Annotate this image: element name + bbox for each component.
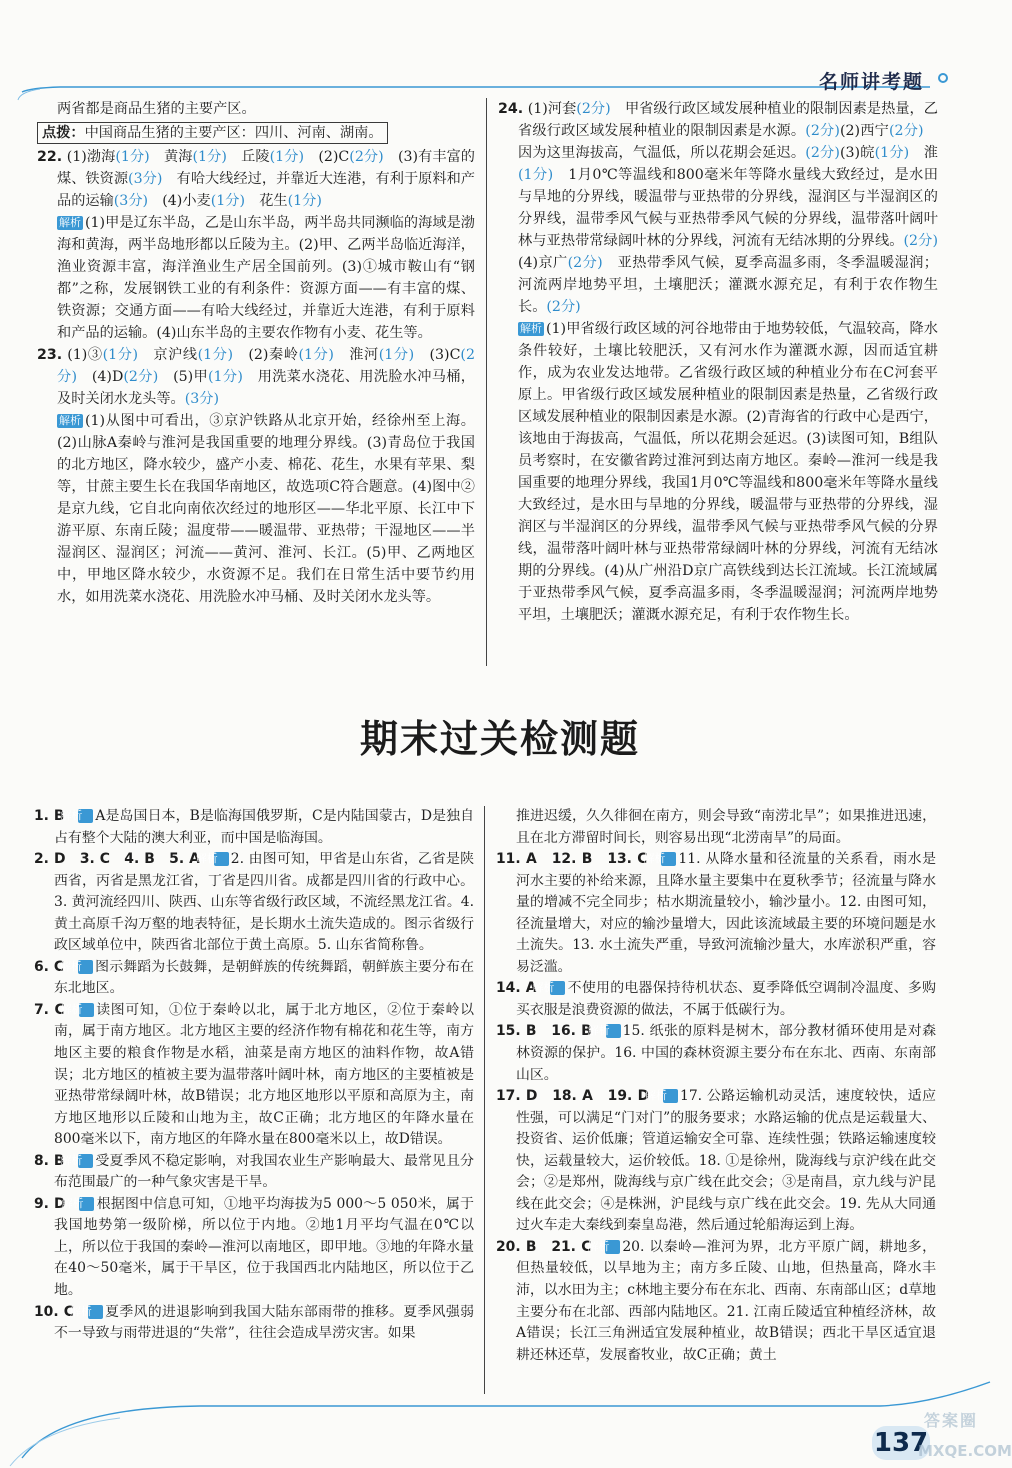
answer-text: (4)D	[77, 369, 124, 385]
page-number: 137	[873, 1428, 929, 1458]
score-points: (2分)	[576, 101, 611, 117]
answer-text: 黄海	[149, 149, 193, 165]
answer-text: 丘陵	[226, 149, 270, 165]
answer-text: (2)秦岭	[233, 347, 299, 363]
analysis-tag: 解析	[79, 1197, 94, 1211]
score-points: (3分)	[128, 171, 163, 187]
analysis-tag: 解析	[78, 960, 93, 974]
answer-text: (3)有丰富的煤、铁资源	[57, 149, 475, 187]
score-points: (1分)	[210, 193, 246, 209]
score-points: (2分)	[57, 347, 475, 385]
question-24-analysis	[498, 318, 938, 626]
question-number: 24.	[498, 101, 524, 117]
score-points: (2分)	[805, 123, 840, 139]
analysis-tag: 解析	[214, 852, 229, 866]
answer-key: 11. A 12. B 13. C	[496, 851, 648, 868]
answer-entry	[34, 1302, 474, 1345]
score-points: (1分)	[287, 193, 322, 209]
answer-key: 14. A	[496, 980, 537, 997]
answer-entry	[496, 1086, 936, 1237]
lower-column-divider	[484, 806, 485, 1394]
analysis-tag: 解析	[88, 1305, 103, 1319]
lower-right-column	[496, 806, 936, 1366]
analysis-tag: 解析	[59, 216, 81, 229]
answer-key: 20. B 21. C	[496, 1238, 592, 1255]
answer-text: (4)小麦	[148, 193, 211, 209]
question-22-analysis-text: (1)甲是辽东半岛，乙是山东半岛，两半岛共同濒临的海域是渤海和黄海，两半岛地形都以丘陵为主。(2)甲、乙两半岛临近海洋，渔业资源丰富，海洋渔业生产居全国前列。(3)①城市鞍山有“钢都”之称，发展钢铁工业的有利条件：资源方面——有丰富的煤、铁资源；交通方面——有哈大线经过，并靠近大连港，有利于原料和产品的运输。(4)山东半岛的主要农作物有小麦、花生等。	[57, 215, 475, 341]
score-points: (1分)	[378, 347, 415, 363]
answer-text: 京沪线	[138, 347, 198, 363]
answer-explanation: 11. 从降水量和径流量的关系看，雨水是河水主要的补给来源，且降水量主要集中在夏秋季节；径流量与降水量的增减不完全同步；枯水期流量较小，输沙量小。12. 由图可知，径流量增大，对应的输沙量增大，因此该流域最主要的环境问题是水土流失。13. 水土流失严重，导致河流输沙量大，水库淤积严重，容易泛滥。	[516, 851, 936, 975]
answer-text: 甲省级行政区域发展种植业的限制因素是热量，乙省级行政区域发展种植业的限制因素是水源。	[518, 101, 938, 139]
answer-entry	[34, 1194, 474, 1302]
answer-explanation: 2. 由图可知，甲省是山东省，乙省是陕西省，丙省是黑龙江省，丁省是四川省。成都是四川省的行政中心。3. 黄河流经四川、陕西、山东等省级行政区域，不流经黑龙江省。4. 黄土高原千沟万壑的地表特征，是长期水土流失造成的。图示省级行政区域单位中，陕西省北部位于黄土高原。5. 山东省简称鲁。	[54, 851, 474, 954]
tip-label: 点拨：	[42, 125, 85, 141]
analysis-tag: 解析	[520, 322, 542, 335]
analysis-tag: 解析	[606, 1024, 621, 1038]
upper-left-column	[37, 98, 475, 608]
answer-text: 亚热带季风气候，夏季高温多雨，冬季温暖湿润；河流两岸地势平坦，土壤肥沃；灌溉水源充足，有利于农作物生长。	[518, 255, 938, 315]
answer-text: 花生	[245, 193, 288, 209]
answer-key: 8. B	[34, 1152, 65, 1169]
answer-key: 10. C	[34, 1303, 74, 1320]
answer-explanation: 图示舞蹈为长鼓舞，是朝鲜族的传统舞蹈，朝鲜族主要分布在东北地区。	[54, 958, 474, 997]
question-24-analysis-text: (1)甲省级行政区域的河谷地带由于地势较低，气温较高，降水条件较好，土壤比较肥沃，又有河水作为灌溉水源，因而适宜耕作，成为农业发达地带。乙省级行政区域的种植业分布在C河套平原上。甲省级行政区域发展种植业的限制因素是热量，乙省级行政区域发展种植业的限制因素是水源。(2)青海省的行政中心是西宁，该地由于海拔高，气温低，所以花期会延迟。(3)读图可知，B组队员考察时，在安徽省跨过淮河到达南方地区。秦岭—淮河一线是我国重要的地理分界线，我国1月0℃等温线和800毫米年等降水量线大致经过，是水田与旱地的分界线，暖温带与亚热带的分界线，湿润区与半湿润区的分界线，温带季风气候与亚热带季风气候的分界线，温带落叶阔叶林与亚热带常绿阔叶林的分界线，河流有无结冰期的分界线。(4)从广州沿D京广高铁线到达长江流域。长江流域属于亚热带季风气候，夏季高温多雨，冬季温暖湿润；河流两岸地势平坦，土壤肥沃；灌溉水源充足，有利于农作物生长。	[518, 321, 938, 623]
analysis-tag: 解析	[59, 414, 81, 427]
answer-text: 用洗菜水浇花、用洗脸水冲马桶，及时关闭水龙头等。	[57, 369, 475, 407]
answer-text: 因为这里海拔高，气温低，所以花期会延迟。	[518, 123, 938, 161]
score-points: (3分)	[184, 391, 219, 407]
tip-text: 中国商品生猪的主要产区：四川、河南、湖南。	[84, 125, 383, 141]
score-points: (1分)	[102, 347, 139, 363]
score-points: (1分)	[269, 149, 305, 165]
question-number: 22.	[37, 149, 63, 165]
score-points: (2分)	[349, 149, 384, 165]
answer-key: 7. C	[34, 1001, 65, 1018]
answer-explanation: 15. 纸张的原料是树木，部分教材循环使用是对森林资源的保护。16. 中国的森林资源主要分布在东北、西南、东南部山区。	[516, 1023, 937, 1083]
upper-column-divider	[486, 98, 487, 666]
answer-key: 9. D	[34, 1195, 66, 1212]
answer-entry	[34, 1000, 474, 1151]
analysis-tag: 解析	[79, 1003, 94, 1017]
answer-text: (5)甲	[158, 369, 208, 385]
score-points: (1分)	[874, 145, 910, 161]
answer-text: (1)渤海	[62, 149, 116, 165]
answer-entry	[496, 978, 936, 1021]
answer-explanation: 根据图中信息可知，①地平均海拔为5 000～5 050米，属于我国地势第一级阶梯，所以位于内地。②地1月平均气温在0℃以上，所以位于我国的秦岭—淮河以南地区，即甲地。③地的年降水量在40～50毫米，属于干旱区，位于我国西北内陆地区，所以位于乙地。	[54, 1195, 474, 1299]
answer-text: (3)C	[414, 347, 461, 363]
score-points: (1分)	[208, 369, 243, 385]
answer-entry	[496, 1237, 936, 1366]
score-points: (1分)	[192, 149, 227, 165]
question-22-answer	[37, 146, 475, 212]
upper-right-column	[498, 98, 938, 626]
answer-text: (2)C	[304, 149, 350, 165]
question-23-answer	[37, 344, 475, 410]
answer-explanation: 不使用的电器保持待机状态、夏季降低空调制冷温度、多购买衣服是浪费资源的做法，不属于低碳行为。	[516, 980, 936, 1018]
score-points: (2分)	[567, 255, 603, 271]
answer-explanation: 推进迟缓，久久徘徊在南方，则会导致“南涝北旱”；如果推进迅速，且在北方滞留时间长，则容易出现“北涝南旱”的局面。	[516, 808, 936, 846]
question-23-analysis	[37, 410, 475, 608]
score-points: (1分)	[298, 347, 334, 363]
lower-left-column	[34, 806, 474, 1345]
question-22-analysis	[37, 212, 475, 344]
answer-key: 6. C	[34, 958, 65, 975]
watermark-url: MXQE.COM	[918, 1442, 1012, 1460]
answer-entry	[34, 1151, 474, 1194]
score-points: (1分)	[115, 149, 150, 165]
answer-text: 1月0℃等温线和800毫米年等降水量线大致经过，是水田与旱地的分界线，暖温带与亚热带的分界线，湿润区与半湿润区的分界线，温带季风气候与亚热带季风气候的分界线，温带落叶阔叶林与亚热带常绿阔叶林的分界线，河流有无结冰期的分界线。	[518, 167, 938, 249]
answer-explanation: A是岛国日本，B是临海国俄罗斯，C是内陆国蒙古，D是独自占有整个大陆的澳大利亚，而中国是临海国。	[54, 808, 474, 846]
answer-entry	[496, 806, 936, 849]
answer-text: 有哈大线经过，并靠近大连港，有利于原料和产品的运输	[57, 171, 475, 209]
question-24-answer	[498, 98, 938, 318]
footer-curve	[0, 1388, 1000, 1468]
header-title: 名师讲考题	[818, 71, 924, 93]
answer-entry	[496, 1021, 936, 1086]
answer-text: (4)京广	[518, 255, 568, 271]
score-points: (1分)	[197, 347, 234, 363]
analysis-tag: 解析	[661, 852, 676, 866]
answer-explanation: 夏季风的进退影响到我国大陆东部雨带的推移。夏季风强弱不一导致与雨带进退的“失常”，往往会造成旱涝灾害。如果	[54, 1303, 474, 1342]
score-points: (2分)	[546, 299, 581, 315]
continuation-line: 两省都是商品生猪的主要产区。	[57, 101, 256, 117]
answer-text: (2)西宁	[839, 123, 889, 139]
score-points: (2分)	[903, 233, 938, 249]
answer-key: 1. B	[34, 808, 65, 824]
answer-key: 17. D 18. A 19. D	[496, 1088, 650, 1105]
question-23-analysis-text: (1)从图中可看出，③京沪铁路从北京开始，经徐州至上海。(2)山脉A秦岭与淮河是我国重要的地理分界线。(3)青岛位于我国的北方地区，降水较少，盛产小麦、棉花、花生，水果有苹果、梨等，甘蔗主要生长在我国华南地区，故选项C符合题意。(4)图中②是京九线，它自北向南依次经过的地形区——华北平原、长江中下游平原、东南丘陵；温度带——暖温带、亚热带；干湿地区——半湿润区、湿润区；河流——黄河、淮河、长江。(5)甲、乙两地区中，甲地区降水较少，水资源不足。我们在日常生活中要节约用水，如用洗菜水浇花、用洗脸水冲马桶、及时关闭水龙头等。	[57, 413, 475, 605]
analysis-tag: 解析	[78, 1154, 93, 1168]
answer-key: 2. D 3. C 4. B 5. A	[34, 851, 200, 868]
score-points: (2分)	[805, 145, 840, 161]
score-points: (3分)	[113, 193, 149, 209]
answer-explanation: 20. 以秦岭—淮河为界，北方平原广阔，耕地多，但热量较低，以旱地为主；南方多丘陵、山地，但热量高，降水丰沛，以水田为主；c林地主要分布在东北、西南、东南部山区；d草地主要分布在北部、西部内陆地区。21. 江南丘陵适宜种植经济林，故A错误；长江三角洲适宜发展种植业，故B错误；西北干旱区适宜退耕还林还草，发展畜牧业，故C正确；黄土	[516, 1238, 936, 1363]
score-points: (2分)	[123, 369, 159, 385]
section-title: 期末过关检测题	[359, 717, 640, 761]
page-header	[0, 0, 1000, 100]
answer-text: (1)③	[62, 347, 103, 363]
answer-text: 淮河	[333, 347, 379, 363]
answer-text: (1)河套	[523, 101, 577, 117]
analysis-tag: 解析	[550, 981, 565, 995]
answer-entry	[34, 957, 474, 1000]
analysis-tag: 解析	[663, 1089, 678, 1103]
score-points: (2分)	[888, 123, 924, 139]
answer-entry	[34, 849, 474, 957]
score-points: (1分)	[518, 167, 554, 183]
site-watermark	[918, 1404, 1012, 1464]
question-number: 23.	[37, 347, 63, 363]
answer-key: 15. B 16. B	[496, 1023, 592, 1040]
answer-text: (3)皖	[839, 145, 875, 161]
answer-explanation: 受夏季风不稳定影响，对我国农业生产影响最大、最常见且分布范围最广的一种气象灾害是干旱。	[54, 1152, 474, 1191]
watermark-text: 答案圈	[924, 1411, 979, 1430]
analysis-tag: 解析	[78, 809, 93, 823]
header-dot-icon	[938, 73, 948, 83]
tip-box	[37, 122, 388, 144]
answer-text: 淮	[909, 145, 938, 161]
answer-entry	[34, 806, 474, 849]
answer-entry	[496, 849, 936, 978]
answer-explanation: 17. 公路运输机动灵活，速度较快，适应性强，可以满足“门对门”的服务要求；水路运输的优点是运载量大、投资省、运价低廉；管道运输安全可靠、连续性强；铁路运输速度较快，运载量较大，运价较低。18. ①是徐州，陇海线与京沪线在此交会；②是郑州，陇海线与京广线在此交会；③是南昌，京九线与沪昆线在此交会；④是株洲，沪昆线与京广线在此交会。19. 先从大同通过火车走大秦线到秦皇岛港，然后通过轮船海运到上海。	[516, 1088, 936, 1234]
answer-explanation: 读图可知，①位于秦岭以北，属于北方地区，②位于秦岭以南，属于南方地区。北方地区主要的经济作物有棉花和花生等，南方地区主要的粮食作物是水稻，油菜是南方地区的油料作物，故A错误；北方地区的植被主要为温带落叶阔叶林，南方地区的主要植被是亚热带常绿阔叶林，故B错误；北方地区地形以平原和高原为主，南方地区地形以丘陵和山地为主，故C正确；北方地区的年降水量在800毫米以下，南方地区的年降水量在800毫米以上，故D错误。	[54, 1001, 474, 1148]
analysis-tag: 解析	[605, 1240, 620, 1254]
